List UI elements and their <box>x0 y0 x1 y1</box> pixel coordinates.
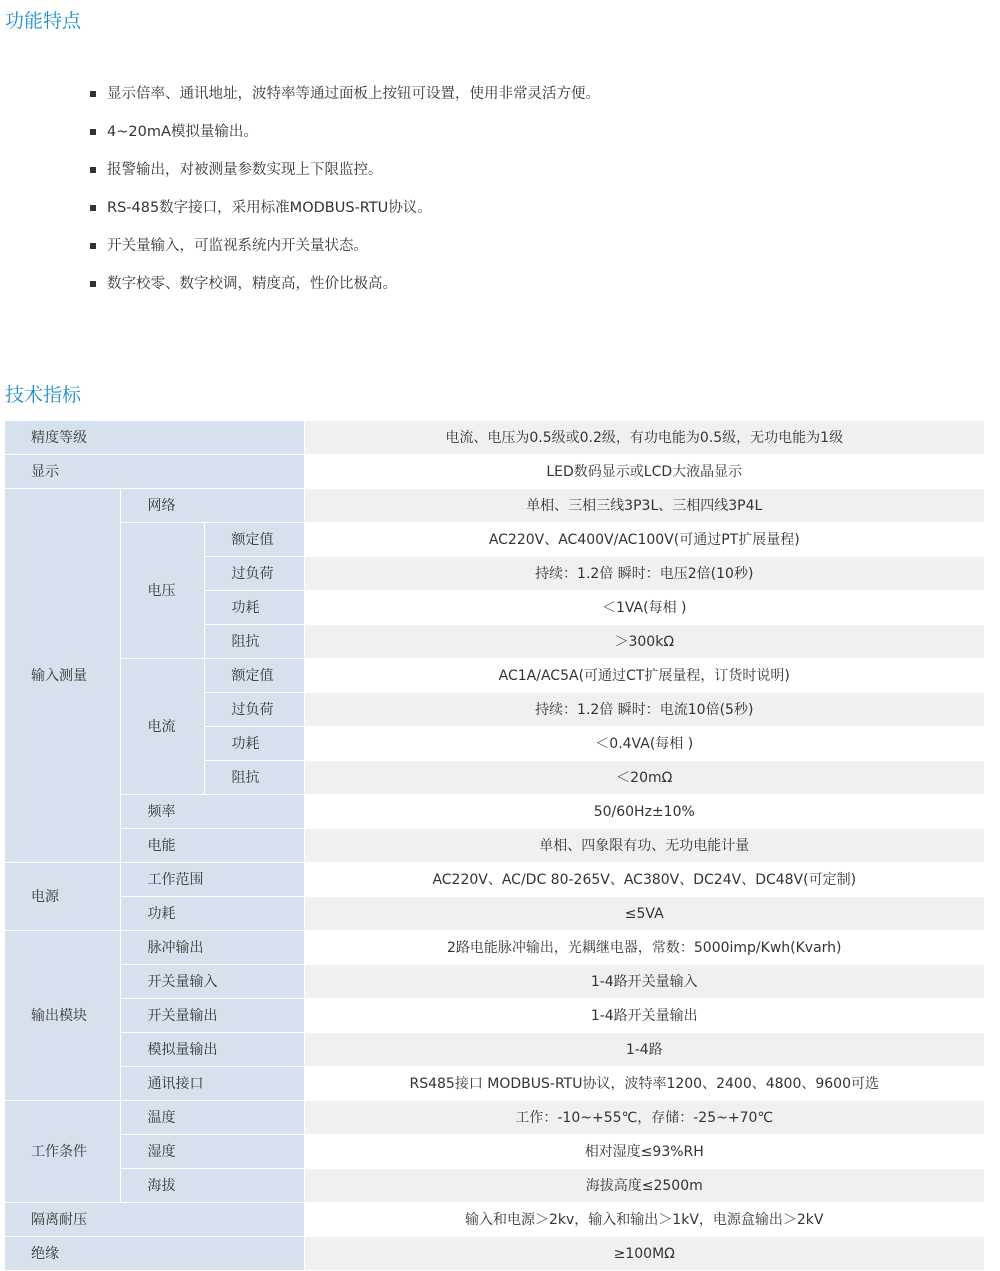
row-value: 海拔高度≤2500m <box>304 1169 984 1203</box>
row-label: 开关量输出 <box>120 999 304 1033</box>
table-row <box>5 1067 984 1101</box>
table-row <box>5 931 984 965</box>
row-label: 湿度 <box>120 1135 304 1169</box>
table-row <box>5 523 984 557</box>
table-row <box>5 863 984 897</box>
row-label: 功耗 <box>204 727 304 761</box>
table-row <box>5 965 984 999</box>
list-item <box>90 75 600 113</box>
row-value: ≤5VA <box>304 897 984 931</box>
row-value: 电流、电压为0.5级或0.2级，有功电能为0.5级，无功电能为1级 <box>304 421 984 455</box>
row-label: 通讯接口 <box>120 1067 304 1101</box>
row-label: 显示 <box>5 455 304 489</box>
row-value: 1-4路开关量输入 <box>304 965 984 999</box>
specs-title: 技术指标 <box>5 384 82 406</box>
table-row <box>5 489 984 523</box>
row-value: AC220V、AC/DC 80-265V、AC380V、DC24V、DC48V(可定制) <box>304 863 984 897</box>
square-bullet-icon <box>90 205 96 211</box>
list-item <box>90 151 600 189</box>
row-label: 阻抗 <box>204 625 304 659</box>
row-label: 工作范围 <box>120 863 304 897</box>
table-row <box>5 455 984 489</box>
row-value: 单相、四象限有功、无功电能计量 <box>304 829 984 863</box>
row-label: 开关量输入 <box>120 965 304 999</box>
row-value: 2路电能脉冲输出，光耦继电器，常数：5000imp/Kwh(Kvarh) <box>304 931 984 965</box>
table-row <box>5 1169 984 1203</box>
row-value: AC1A/AC5A(可通过CT扩展量程，订货时说明) <box>304 659 984 693</box>
list-item <box>90 265 600 303</box>
row-label: 模拟量输出 <box>120 1033 304 1067</box>
row-label: 温度 <box>120 1101 304 1135</box>
row-value: RS485接口 MODBUS-RTU协议，波特率1200、2400、4800、9600可选 <box>304 1067 984 1101</box>
feature-text: 4~20mA模拟量输出。 <box>107 124 258 140</box>
row-label: 海拔 <box>120 1169 304 1203</box>
square-bullet-icon <box>90 91 96 97</box>
square-bullet-icon <box>90 281 96 287</box>
table-row <box>5 1101 984 1135</box>
features-list <box>90 75 600 303</box>
list-item <box>90 227 600 265</box>
square-bullet-icon <box>90 129 96 135</box>
row-value: ≥100MΩ <box>304 1237 984 1271</box>
row-label: 额定值 <box>204 659 304 693</box>
row-value: 持续：1.2倍 瞬时：电流10倍(5秒) <box>304 693 984 727</box>
group-label: 输入测量 <box>5 489 120 863</box>
subgroup-label: 电压 <box>120 523 204 659</box>
subgroup-label: 电流 <box>120 659 204 795</box>
row-label: 电能 <box>120 829 304 863</box>
row-value: ＜1VA(每相 ) <box>304 591 984 625</box>
row-label: 绝缘 <box>5 1237 304 1271</box>
row-value: 1-4路开关量输出 <box>304 999 984 1033</box>
table-row <box>5 1203 984 1237</box>
row-label: 过负荷 <box>204 693 304 727</box>
group-label: 电源 <box>5 863 120 931</box>
table-row <box>5 829 984 863</box>
features-title: 功能特点 <box>5 10 82 32</box>
row-label: 网络 <box>120 489 304 523</box>
row-value: 工作：-10~+55℃，存储：-25~+70℃ <box>304 1101 984 1135</box>
group-label: 输出模块 <box>5 931 120 1101</box>
row-label: 额定值 <box>204 523 304 557</box>
square-bullet-icon <box>90 243 96 249</box>
row-label: 阻抗 <box>204 761 304 795</box>
feature-text: 报警输出，对被测量参数实现上下限监控。 <box>107 162 383 178</box>
row-value: ＜20mΩ <box>304 761 984 795</box>
table-row <box>5 795 984 829</box>
feature-text: 显示倍率、通讯地址，波特率等通过面板上按钮可设置，使用非常灵活方便。 <box>107 86 600 102</box>
table-row <box>5 999 984 1033</box>
row-label: 脉冲输出 <box>120 931 304 965</box>
table-row <box>5 1033 984 1067</box>
list-item <box>90 113 600 151</box>
row-value: LED数码显示或LCD大液晶显示 <box>304 455 984 489</box>
square-bullet-icon <box>90 167 96 173</box>
row-label: 精度等级 <box>5 421 304 455</box>
feature-text: 开关量输入，可监视系统内开关量状态。 <box>107 238 368 254</box>
row-value: 单相、三相三线3P3L、三相四线3P4L <box>304 489 984 523</box>
group-label: 工作条件 <box>5 1101 120 1203</box>
row-label: 隔离耐压 <box>5 1203 304 1237</box>
table-row <box>5 897 984 931</box>
row-value: 输入和电源＞2kv，输入和输出＞1kV，电源盒输出＞2kV <box>304 1203 984 1237</box>
list-item <box>90 189 600 227</box>
feature-text: 数字校零、数字校调，精度高，性价比极高。 <box>107 276 397 292</box>
row-label: 功耗 <box>120 897 304 931</box>
table-row <box>5 659 984 693</box>
row-label: 过负荷 <box>204 557 304 591</box>
row-value: 1-4路 <box>304 1033 984 1067</box>
table-row <box>5 421 984 455</box>
row-label: 功耗 <box>204 591 304 625</box>
table-row <box>5 1135 984 1169</box>
table-row <box>5 1237 984 1271</box>
feature-text: RS-485数字接口，采用标准MODBUS-RTU协议。 <box>107 200 432 216</box>
row-value: ＞300kΩ <box>304 625 984 659</box>
row-label: 频率 <box>120 795 304 829</box>
row-value: 相对湿度≤93%RH <box>304 1135 984 1169</box>
row-value: 50/60Hz±10% <box>304 795 984 829</box>
row-value: AC220V、AC400V/AC100V(可通过PT扩展量程) <box>304 523 984 557</box>
row-value: 持续：1.2倍 瞬时：电压2倍(10秒) <box>304 557 984 591</box>
spec-table <box>5 420 984 1271</box>
row-value: ＜0.4VA(每相 ) <box>304 727 984 761</box>
